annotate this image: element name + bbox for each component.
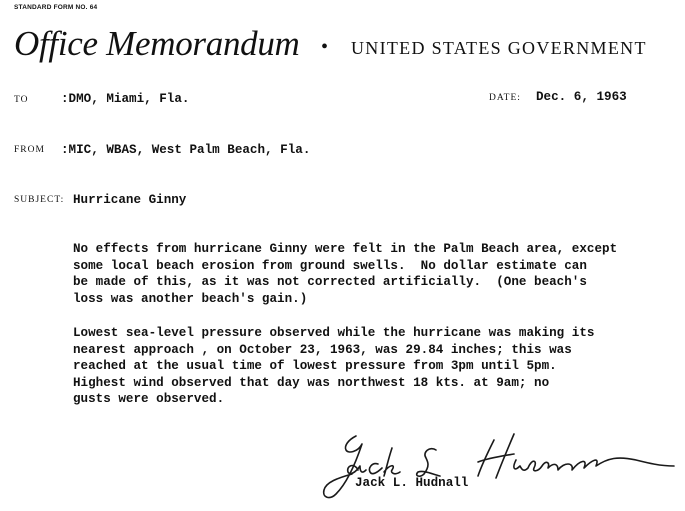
to-value: :DMO, Miami, Fla.: [61, 92, 190, 106]
paragraph-line: some local beach erosion from ground swells. No dollar estimate can: [73, 258, 587, 273]
paragraph-line: Highest wind observed that day was northwest 18 kts. at 9am; no: [73, 375, 550, 390]
form-title: Office Memorandum: [14, 24, 300, 63]
from-label: FROM: [14, 145, 45, 155]
paragraph-line: No effects from hurricane Ginny were felt in the Palm Beach area, except: [73, 242, 618, 256]
title-bullet: •: [321, 36, 329, 58]
from-value: :MIC, WBAS, West Palm Beach, Fla.: [61, 143, 311, 157]
form-number: STANDARD FORM NO. 64: [14, 4, 98, 11]
paragraph-line: be made of this, as it was not corrected artificially. (One beach's: [73, 275, 587, 289]
date-value: Dec. 6, 1963: [536, 90, 627, 104]
agency-name: UNITED STATES GOVERNMENT: [351, 38, 647, 58]
paragraph-line: reached at the usual time of lowest pressure from 3pm until 5pm.: [73, 359, 557, 373]
body-paragraph-1: [73, 241, 617, 307]
paragraph-line: Lowest sea-level pressure observed while the hurricane was making its: [73, 326, 595, 340]
paragraph-line: nearest approach , on October 23, 1963, was 29.84 inches; this was: [73, 342, 572, 357]
date-label: DATE:: [489, 93, 521, 103]
body-paragraph-2: [73, 325, 594, 408]
paragraph-line: loss was another beach's gain.): [73, 291, 308, 306]
subject-value: Hurricane Ginny: [73, 193, 187, 207]
subject-label: SUBJECT:: [14, 195, 65, 205]
to-label: TO: [14, 95, 29, 105]
typed-signature-name: Jack L. Hudnall: [355, 476, 469, 490]
paragraph-line: gusts were observed.: [73, 392, 225, 406]
